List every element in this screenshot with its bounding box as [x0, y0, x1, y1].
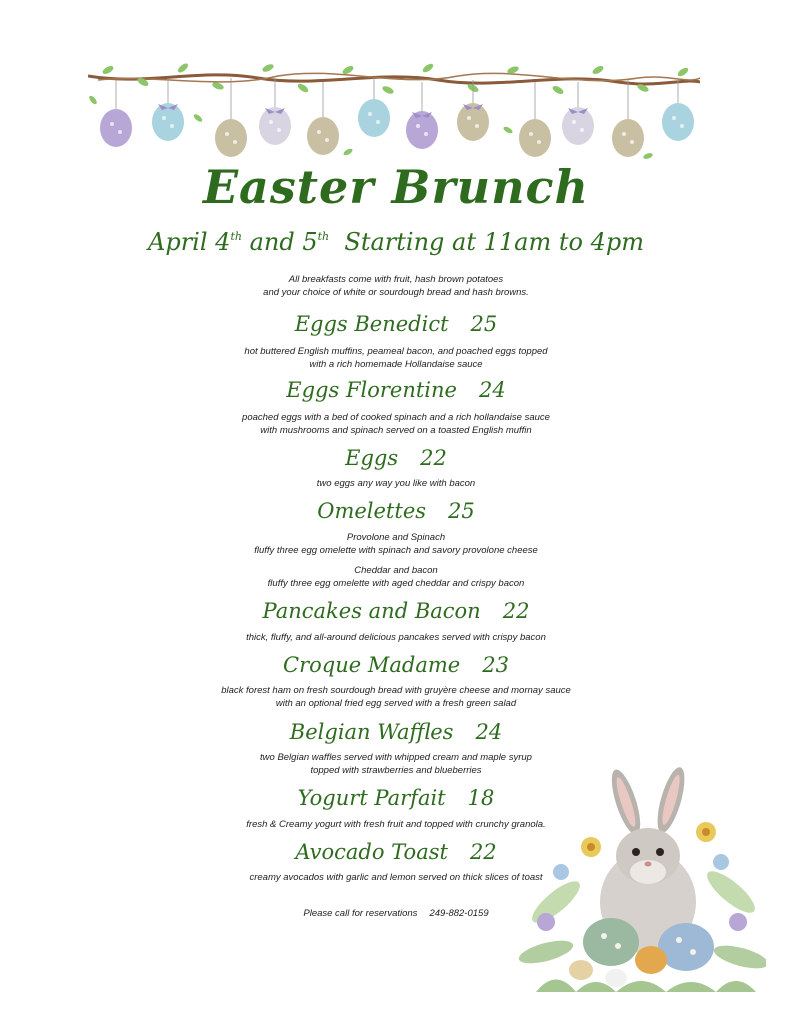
item-description: [0, 684, 792, 710]
item-price: 23: [482, 653, 509, 677]
item-name: Yogurt Parfait: [297, 786, 446, 810]
hanging-eggs: [100, 99, 694, 157]
date-day1-suffix: th: [230, 230, 242, 243]
phone-number[interactable]: 249-882-0159: [429, 908, 489, 919]
event-dates: [0, 228, 792, 256]
item-name: Avocado Toast: [295, 840, 448, 864]
grass: [536, 980, 756, 993]
desc-line: with mushrooms and spinach served on a toasted English muffin: [260, 425, 532, 436]
item-name: Omelettes: [317, 499, 427, 523]
item-name: Pancakes and Bacon: [262, 599, 481, 623]
option-name: Provolone and Spinach: [346, 532, 446, 543]
item-name: Belgian Waffles: [289, 720, 454, 744]
desc-line: thick, fluffy, and all-around delicious pancakes served with crispy bacon: [246, 632, 546, 643]
reservation-contact: [0, 908, 792, 919]
desc-line: fresh & Creamy yogurt with fresh fruit and topped with crunchy granola.: [246, 819, 546, 830]
menu-item-title: [0, 378, 792, 402]
item-description: [0, 411, 792, 437]
date-day1: April 4: [148, 228, 231, 256]
desc-line: with an optional fried egg served with a fresh green salad: [275, 698, 517, 709]
intro-line-1: All breakfasts come with fruit, hash brown potatoes: [288, 274, 504, 285]
item-price: 18: [467, 786, 495, 810]
item-price: 22: [502, 599, 530, 623]
desc-line: poached eggs with a bed of cooked spinach and a rich hollandaise sauce: [242, 412, 550, 423]
item-price: 22: [469, 840, 497, 864]
intro-line-2: and your choice of white or sourdough bread and hash browns.: [263, 287, 529, 298]
item-description: [0, 631, 792, 644]
desc-line: two Belgian waffles served with whipped cream and maple syrup: [260, 752, 532, 763]
date-day2-suffix: th: [317, 230, 330, 243]
item-price: 24: [478, 378, 506, 402]
menu-item-title: [0, 312, 792, 336]
item-name: Eggs: [345, 446, 399, 470]
item-price: 22: [420, 446, 447, 470]
desc-line: topped with strawberries and blueberries: [310, 765, 482, 776]
intro-note: [0, 273, 792, 299]
item-description: [0, 477, 792, 490]
omelette-option: [0, 531, 792, 557]
item-price: 25: [470, 312, 498, 336]
easter-egg-garland: [88, 60, 700, 170]
item-description: [0, 345, 792, 371]
item-name: Eggs Benedict: [294, 312, 449, 336]
omelette-option: [0, 564, 792, 590]
menu-item-title: [0, 599, 792, 623]
date-and: and 5: [249, 228, 318, 256]
item-name: Eggs Florentine: [286, 378, 457, 402]
option-name: Cheddar and bacon: [354, 565, 438, 576]
item-name: Croque Madame: [283, 653, 461, 677]
desc-line: hot buttered English muffins, peameal bacon, and poached eggs topped: [244, 346, 548, 357]
reservation-label: Please call for reservations: [303, 908, 418, 919]
menu-item-title: [0, 720, 792, 744]
option-desc: fluffy three egg omelette with spinach and savory provolone cheese: [254, 545, 538, 556]
menu-item-title: [0, 446, 792, 470]
item-price: 24: [475, 720, 503, 744]
bunny-illustration: [516, 752, 766, 1002]
event-time: Starting at 11am to 4pm: [344, 228, 644, 256]
desc-line: with a rich homemade Hollandaise sauce: [309, 359, 483, 370]
desc-line: creamy avocados with garlic and lemon served on thick slices of toast: [249, 872, 543, 883]
item-price: 25: [448, 499, 475, 523]
desc-line: black forest ham on fresh sourdough bread with gruyère cheese and mornay sauce: [221, 685, 571, 696]
desc-line: two eggs any way you like with bacon: [316, 478, 476, 489]
menu-item-title: [0, 499, 792, 523]
page-title: Easter Brunch: [203, 160, 589, 214]
menu-item-title: [0, 653, 792, 677]
option-desc: fluffy three egg omelette with aged cheddar and crispy bacon: [267, 578, 525, 589]
